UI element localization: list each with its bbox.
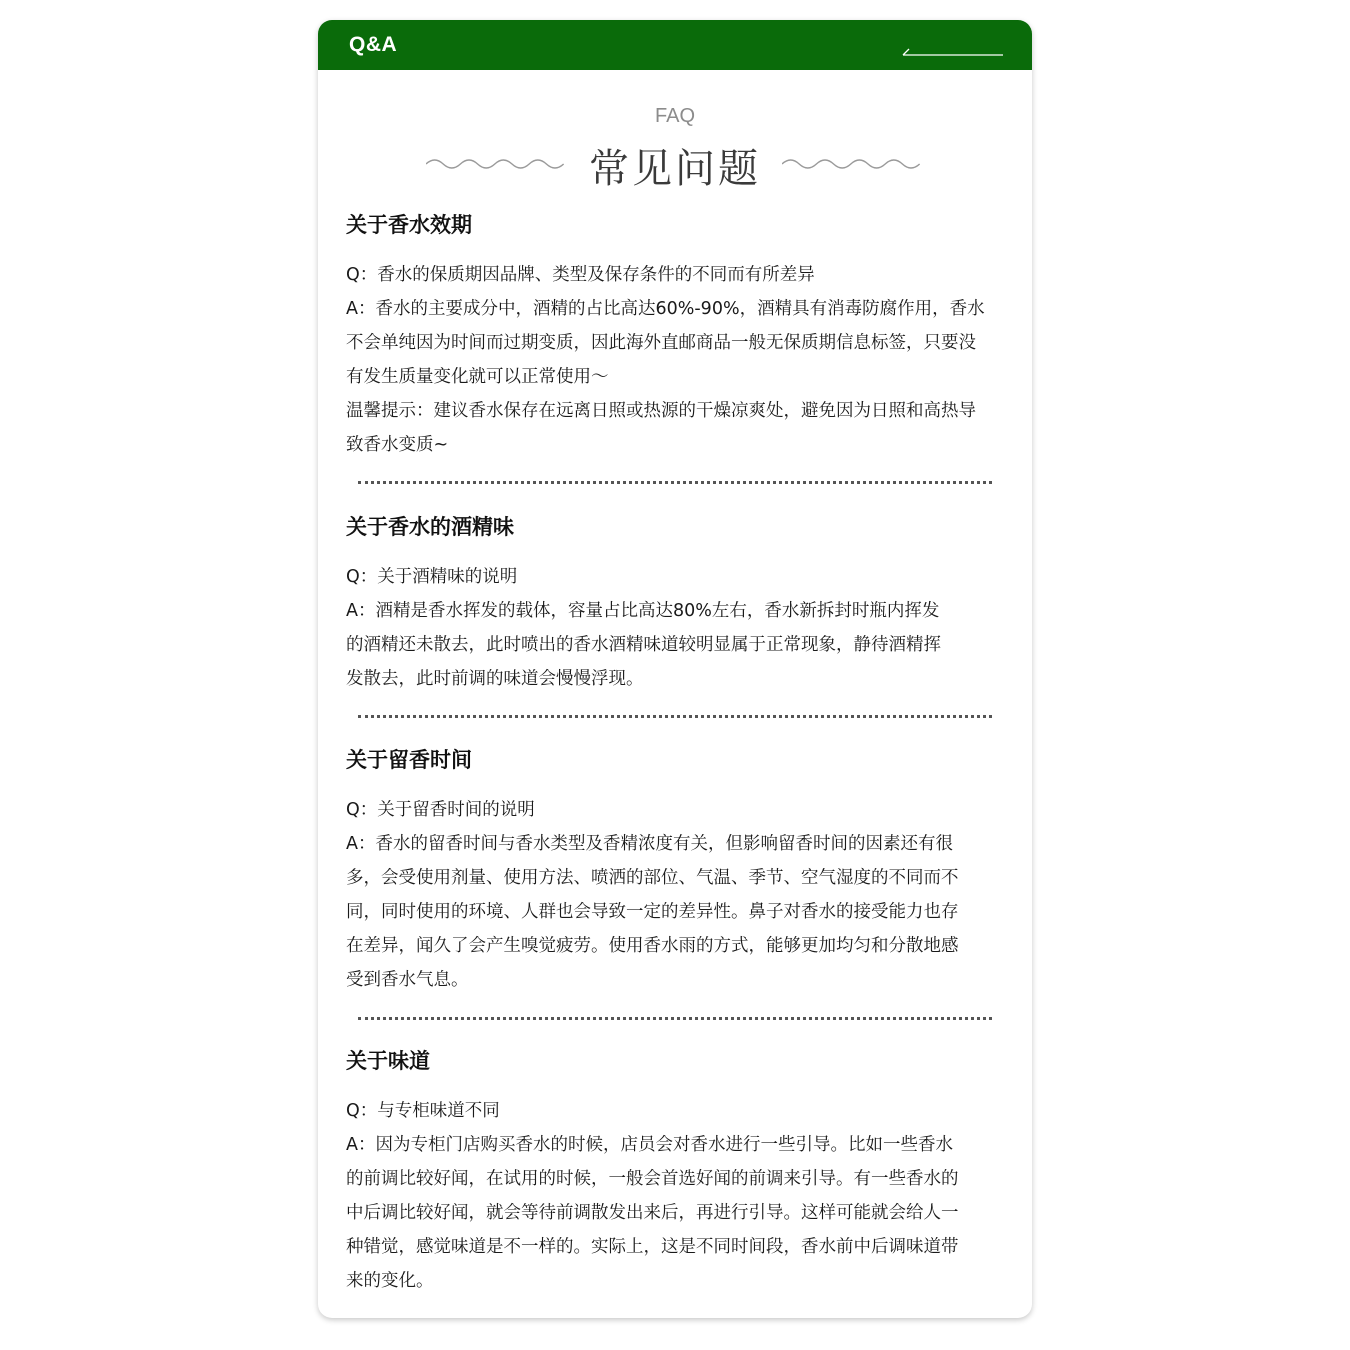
faq-section	[346, 210, 1006, 462]
section-title: 关于香水效期	[346, 213, 472, 237]
faq-section	[346, 745, 1006, 997]
answer-line: 多，会受使用剂量、使用方法、喷洒的部位、气温、季节、空气湿度的不同而不	[346, 868, 959, 888]
answer-line: 来的变化。	[346, 1271, 434, 1291]
question-line: Q：关于留香时间的说明	[346, 800, 535, 820]
section-title: 关于味道	[346, 1049, 430, 1073]
answer-line: 不会单纯因为时间而过期变质，因此海外直邮商品一般无保质期信息标签，只要没	[346, 333, 976, 353]
section-body	[346, 1094, 1006, 1298]
faq-section	[346, 512, 1006, 696]
answer-line: 的前调比较好闻，在试用的时候，一般会首选好闻的前调来引导。有一些香水的	[346, 1169, 959, 1189]
section-body	[346, 793, 1006, 997]
page-title: 常见问题	[589, 146, 761, 192]
section-body	[346, 560, 1006, 696]
faq-label: FAQ	[654, 105, 695, 127]
answer-line: A：酒精是香水挥发的载体，容量占比高达80%左右，香水新拆封时瓶内挥发	[346, 601, 940, 621]
dotted-divider	[358, 1017, 992, 1020]
wave-line-icon	[782, 154, 920, 170]
question-line: Q：关于酒精味的说明	[346, 567, 518, 587]
answer-line: 有发生质量变化就可以正常使用～	[346, 367, 609, 387]
answer-line: A：香水的留香时间与香水类型及香精浓度有关，但影响留香时间的因素还有很	[346, 834, 953, 854]
section-body	[346, 258, 1006, 462]
faq-card	[318, 20, 1032, 1318]
answer-line: A：因为专柜门店购买香水的时候，店员会对香水进行一些引导。比如一些香水	[346, 1135, 953, 1155]
question-line: Q：与专柜味道不同	[346, 1101, 500, 1121]
answer-line: A：香水的主要成分中，酒精的占比高达60%-90%，酒精具有消毒防腐作用，香水	[346, 299, 985, 319]
dotted-divider	[358, 715, 992, 718]
section-title: 关于香水的酒精味	[346, 515, 514, 539]
answer-line: 在差异，闻久了会产生嗅觉疲劳。使用香水雨的方式，能够更加均匀和分散地感	[346, 936, 959, 956]
arrow-line-icon	[902, 42, 1004, 61]
tip-line: 温馨提示：建议香水保存在远离日照或热源的干燥凉爽处，避免因为日照和高热导	[346, 401, 976, 421]
answer-line: 受到香水气息。	[346, 970, 469, 990]
answer-line: 发散去，此时前调的味道会慢慢浮现。	[346, 669, 644, 689]
section-title: 关于留香时间	[346, 748, 472, 772]
answer-line: 的酒精还未散去，此时喷出的香水酒精味道较明显属于正常现象，静待酒精挥	[346, 635, 941, 655]
answer-line: 中后调比较好闻，就会等待前调散发出来后，再进行引导。这样可能就会给人一	[346, 1203, 959, 1223]
faq-section	[346, 1046, 1006, 1298]
answer-line: 种错觉，感觉味道是不一样的。实际上，这是不同时间段，香水前中后调味道带	[346, 1237, 959, 1257]
answer-line: 同，同时使用的环境、人群也会导致一定的差异性。鼻子对香水的接受能力也存	[346, 902, 959, 922]
tip-line: 致香水变质~	[346, 435, 449, 455]
dotted-divider	[358, 481, 992, 484]
question-line: Q：香水的保质期因品牌、类型及保存条件的不同而有所差异	[346, 265, 815, 285]
header-title: Q&A	[349, 33, 398, 56]
card-header	[318, 20, 1032, 70]
